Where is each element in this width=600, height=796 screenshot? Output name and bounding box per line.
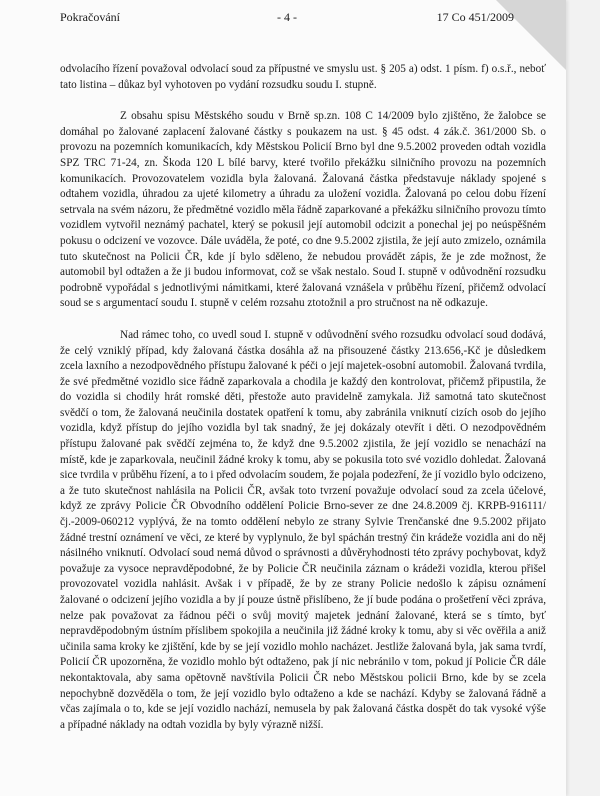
paragraph-3: Nad rámec toho, co uvedl soud I. stupně v odůvodnění svého rozsudku odvolací soud dodává, že celý vzniklý případ, kdy žalovaná částka dosáhla až na přisouzené částky 213.656,-Kč je důsledkem zcela laxního a nezodpovědného přístupu žalované k péči o její majetek-osobní automobil. Žalovaná tvrdila, že své předmětné vozidlo sice řádně zaparkovala a chodila je každý den kontrolovat, přičemž připustila, že do vozidla si chodily hrát romské děti, přestože auto pravidelně zamykala. Již samotná tato skutečnost svědčí o tom, že žalovaná neučinila dostatek opatření k tomu, aby zabránila vniknutí cizích osob do jejího vozidla, když přístup do jejího vozidla byl tak snadný, že jej dokázaly otevřít i děti. O nezodpovědném přístupu žalované pak svědčí zejména to, že když dne 9.5.2002 zjistila, že její vozidlo se nenachází na místě, kde je zaparkovala, neučinil žádné kroky k tomu, aby se pokusila toto své vozidlo dohledat. Žalovaná sice tvrdila v průběhu řízení, a to i před odvolacím soudem, že pojala podezření, že jí vozidlo bylo odcizeno, a že tuto skutečnost nahlásila na Policii ČR, avšak toto tvrzení považuje odvolací soud za zcela účelové, když ze zprávy Policie ČR Obvodního oddělení Policie Brno-sever ze dne 24.8.2009 čj. KRPB-916111/čj.-2009-060212 vyplývá, že na tomto oddělení nebylo ze strany Sylvie Trenčanské dne 9.5.2002 přijato žádné trestní oznámení ve věci, ze které by vyplynulo, že byl spáchán trestný čin krádeže vozidla ani do něj násilného vniknutí. Odvolací soud nemá důvod o správnosti a důvěryhodnosti této zprávy pochybovat, když považuje za vysoce nepravděpodobné, že by Policie ČR neučinila záznam o krádeži vozidla, kterou přišel provozovatel vozidla nahlásit. Avšak i v případě, že by ze strany Policie nedošlo k zápisu oznámení žalované o odcizení jejího vozidla a by jí pouze ústně přislíbeno, že jí bude podána o prošetření věci zpráva, nelze pak považovat za řádnou péči o svůj movitý majetek jednání žalované, která se s tímto, byť nepravděpodobným ústním příslibem spokojila a neučinila již žádné kroky k tomu, aby si věc ověřila a aniž učinila sama kroky ke zjištění, kde by se její vozidlo mohlo nacházet. Jestliže žalovaná byla, jak sama tvrdí, Policií ČR upozorněna, že vozidlo mohlo být odtaženo, pak jí nic nebránilo v tom, pokud jí Policie ČR dále nekontaktovala, aby sama opětovně navštívila Policii ČR nebo Městskou policii Brno, kde by se zcela nepochybně dozvěděla o tom, že její vozidlo bylo odtaženo a kde se nachází. Kdyby se žalovaná řádně a včas zajímala o to, kde se její vozidlo nachází, nemusela by pak žalovaná částka dospět do tak vysoké výše a případné náklady na odtah vozidla by byly výrazně nižší. [60, 328, 546, 731]
paragraph-1: odvolacího řízení považoval odvolací soud za přípustné ve smyslu ust. § 205 a) odst. 1 písm. f) o.s.ř., neboť tato listina – důkaz byl vyhotoven po vydání rozsudku soudu I. stupně. [60, 63, 546, 91]
header-case-number: 17 Co 451/2009 [436, 10, 514, 24]
header-continuation-label: Pokračování [60, 10, 120, 24]
paragraph-2: Z obsahu spisu Městského soudu v Brně sp.zn. 108 C 14/2009 bylo zjištěno, že žalobce se domáhal po žalované zaplacení žalované částky s poukazem na ust. § 45 odst. 4 zák.č. 361/2000 Sb. o provozu na pozemních komunikacích, kdy Městskou Policií Brno byl dne 9.5.2002 proveden odtah vozidla SPZ TRC 71-24, zn. Škoda 120 L bílé barvy, které tvořilo překážku silničního provozu na pozemních komunikacích. Provozovatelem vozidla byla žalovaná. Žalovaná částka představuje náklady spojené s odtahem vozidla, úhradou za ujeté kilometry a úhradu za uložení vozidla. Žalovaná po celou dobu řízení setrvala na svém názoru, že předmětné vozidlo měla řádně zaparkované a překážku silničního provozu tímto vozidlem vytvořil neznámý pachatel, který se pokusil její automobil odcizit a ponechal jej po neúspěšném pokusu o odcizení ve vozovce. Dále uváděla, že poté, co dne 9.5.2002 zjistila, že její auto zmizelo, oznámila tuto skutečnost na Policii ČR, kde jí bylo sděleno, že nebudou provádět zápis, že je zde možnost, že automobil byl odtažen a že ji budou informovat, což se však nestalo. Soud I. stupně v odůvodnění rozsudku podrobně vypořádal s jednotlivými námitkami, které žalovaná vznášela v průběhu řízení, přičemž odvolací soud se s argumentací soudu I. stupně v celém rozsahu ztotožnil a pro stručnost na ně odkazuje. [60, 110, 546, 310]
document-body [60, 62, 546, 749]
page-header [60, 10, 514, 28]
header-page-number: - 4 - [277, 10, 297, 24]
